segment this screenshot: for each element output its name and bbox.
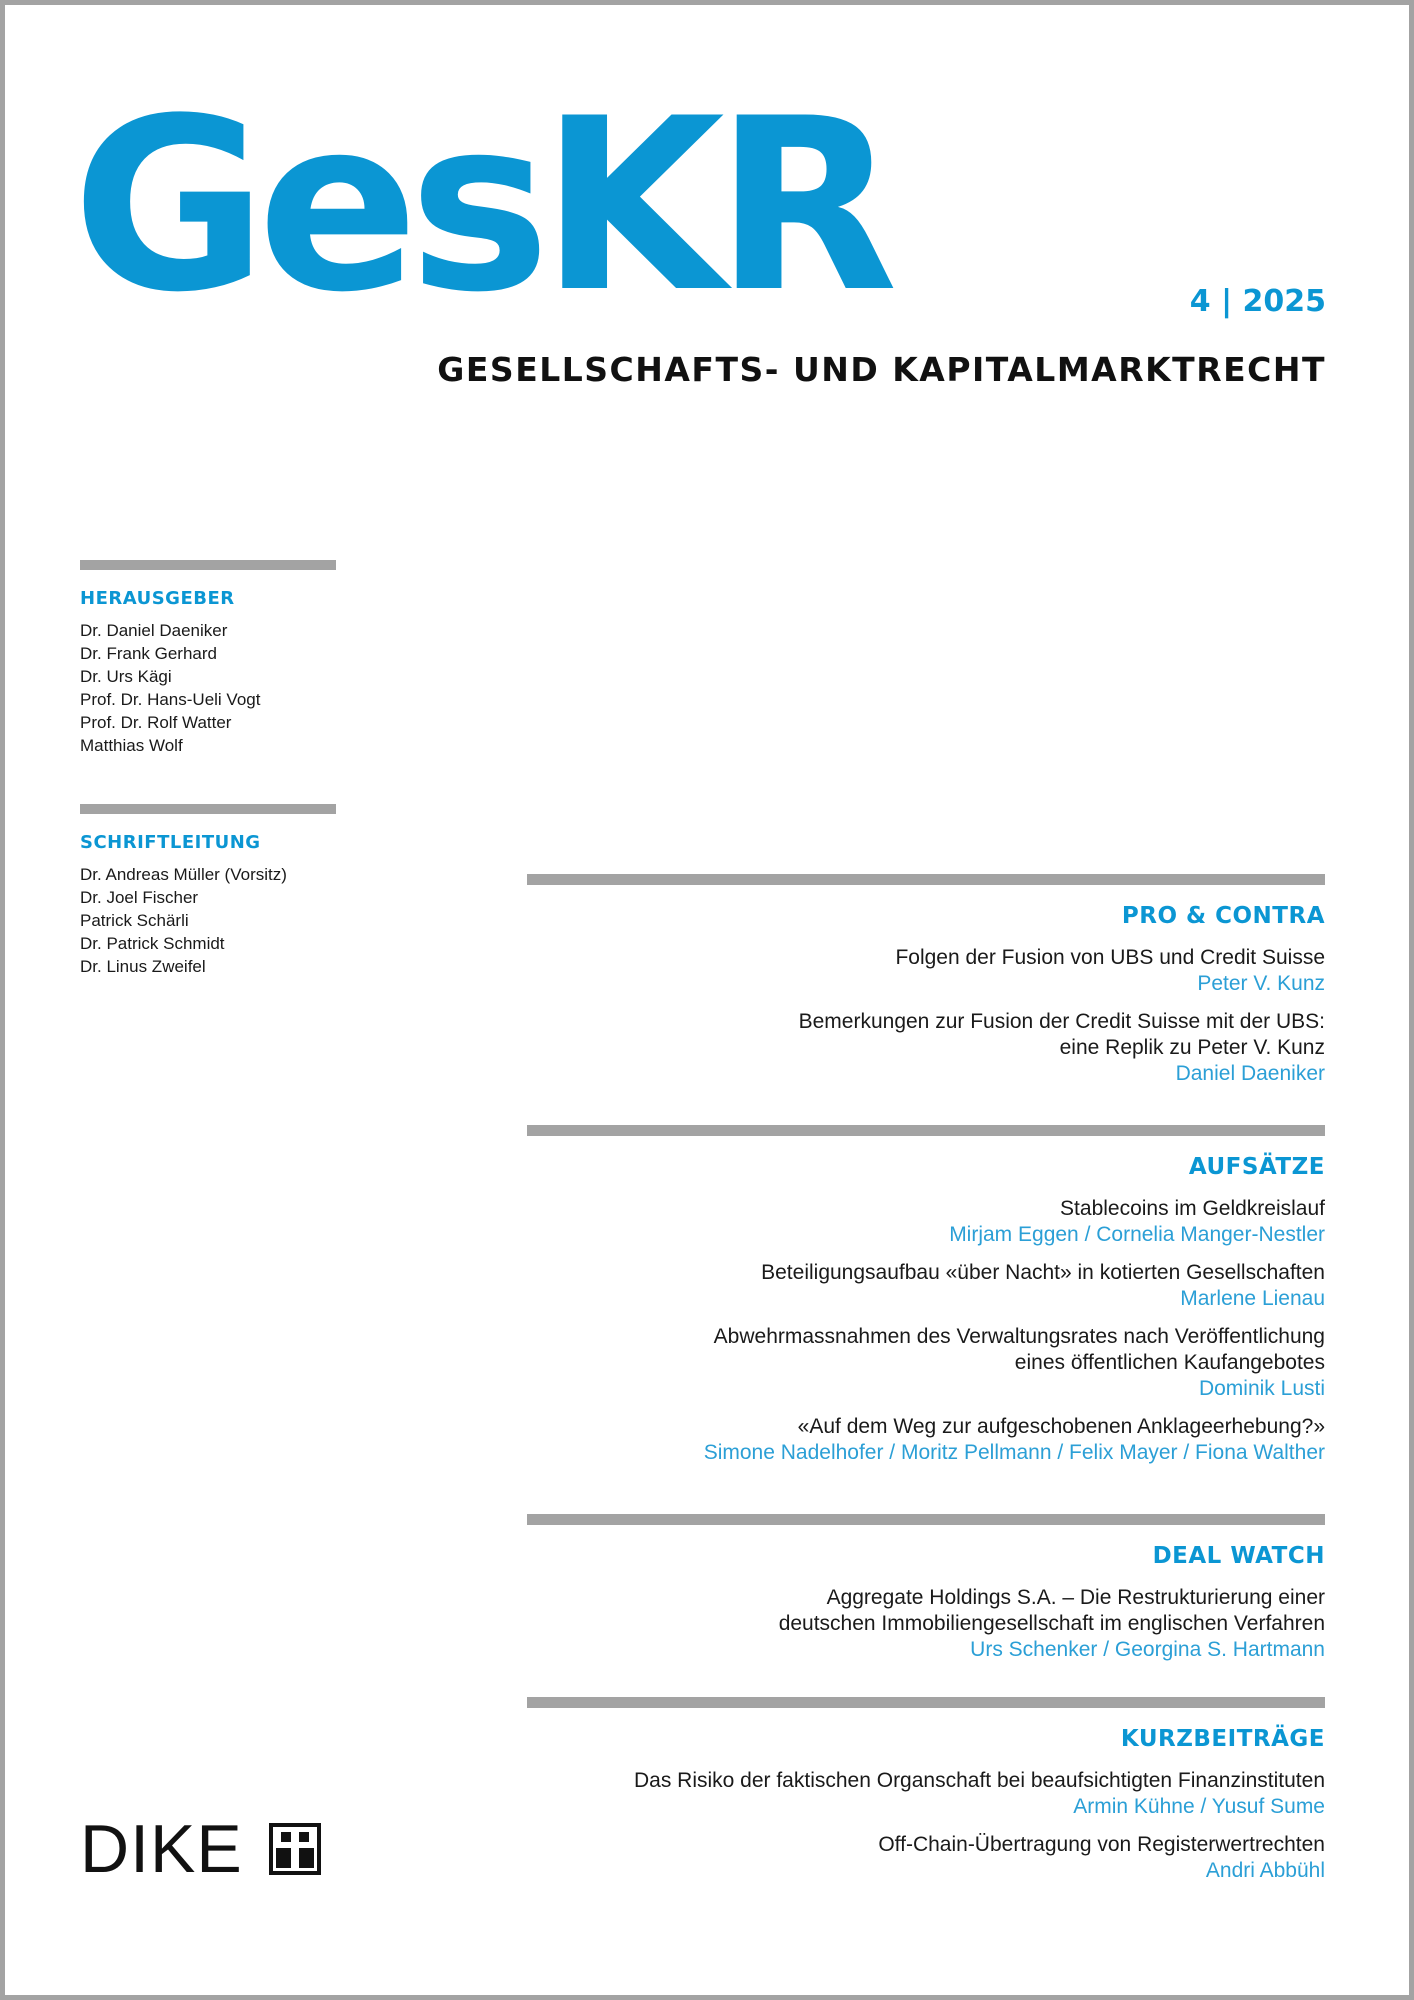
- article-title: Aggregate Holdings S.A. – Die Restrukturierung einer: [826, 1586, 1325, 1609]
- article-title: «Auf dem Weg zur aufgeschobenen Anklageerhebung?»: [797, 1415, 1325, 1438]
- managing-editor-name: Patrick Schärli: [80, 911, 189, 930]
- article-title: eines öffentlichen Kaufangebotes: [1014, 1351, 1325, 1374]
- section-deal-watch: [527, 1514, 1325, 1663]
- article-authors: Dominik Lusti: [1198, 1377, 1325, 1400]
- section-title: KURZBEITRÄGE: [1120, 1726, 1325, 1752]
- article-title: Folgen der Fusion von UBS und Credit Suisse: [895, 946, 1325, 969]
- article-authors: Armin Kühne / Yusuf Sume: [1073, 1795, 1325, 1818]
- issue-number: 4 | 2025: [1189, 284, 1326, 319]
- article-entry: [527, 1009, 1325, 1087]
- article-title: Abwehrmassnahmen des Verwaltungsrates nach Veröffentlichung: [713, 1325, 1325, 1348]
- section-title: AUFSÄTZE: [1188, 1154, 1325, 1180]
- article-authors: Urs Schenker / Georgina S. Hartmann: [970, 1638, 1325, 1661]
- article-authors: Daniel Daeniker: [1175, 1062, 1325, 1085]
- section-divider: [527, 1697, 1325, 1708]
- article-title: deutschen Immobiliengesellschaft im englischen Verfahren: [778, 1612, 1325, 1635]
- article-entry: [527, 1768, 1325, 1820]
- schriftleitung-list: [80, 863, 336, 978]
- section-kurzbeitraege: [527, 1697, 1325, 1884]
- article-authors: Mirjam Eggen / Cornelia Manger-Nestler: [949, 1223, 1325, 1246]
- journal-logo: GesKR: [72, 68, 889, 345]
- section-divider: [527, 1125, 1325, 1136]
- managing-editor-name: Dr. Joel Fischer: [80, 888, 199, 907]
- article-title: Bemerkungen zur Fusion der Credit Suisse mit der UBS:: [798, 1010, 1325, 1033]
- herausgeber-block: [80, 560, 336, 757]
- schriftleitung-heading: SCHRIFTLEITUNG: [80, 832, 261, 853]
- herausgeber-heading: HERAUSGEBER: [80, 588, 235, 609]
- section-divider: [527, 1514, 1325, 1525]
- article-authors: Marlene Lienau: [1180, 1287, 1325, 1310]
- herausgeber-list: [80, 619, 336, 757]
- publisher-logo: [80, 1811, 321, 1887]
- editor-name: Prof. Dr. Rolf Watter: [80, 713, 232, 732]
- section-divider: [527, 874, 1325, 885]
- article-entry: [527, 1585, 1325, 1663]
- article-title: Beteiligungsaufbau «über Nacht» in kotierten Gesellschaften: [761, 1261, 1325, 1284]
- managing-editor-name: Dr. Andreas Müller (Vorsitz): [80, 865, 287, 884]
- dike-publisher-mark-icon: [269, 1823, 321, 1875]
- editor-name: Dr. Daniel Daeniker: [80, 621, 228, 640]
- article-entry: [527, 945, 1325, 997]
- article-entry: [527, 1196, 1325, 1248]
- editor-name: Dr. Urs Kägi: [80, 667, 172, 686]
- schriftleitung-block: [80, 804, 336, 978]
- article-authors: Andri Abbühl: [1205, 1859, 1325, 1882]
- divider: [80, 804, 336, 814]
- editor-name: Prof. Dr. Hans-Ueli Vogt: [80, 690, 261, 709]
- journal-subtitle: GESELLSCHAFTS- UND KAPITALMARKTRECHT: [437, 350, 1326, 389]
- article-authors: Simone Nadelhofer / Moritz Pellmann / Felix Mayer / Fiona Walther: [703, 1441, 1325, 1464]
- article-title: Das Risiko der faktischen Organschaft bei beaufsichtigten Finanzinstituten: [633, 1769, 1325, 1792]
- editor-name: Dr. Frank Gerhard: [80, 644, 217, 663]
- article-entry: [527, 1324, 1325, 1402]
- article-title: eine Replik zu Peter V. Kunz: [1059, 1036, 1325, 1059]
- publisher-name: DIKE: [80, 1811, 243, 1887]
- article-title: Stablecoins im Geldkreislauf: [1060, 1197, 1325, 1220]
- section-title: PRO & CONTRA: [1121, 903, 1325, 929]
- article-entry: [527, 1832, 1325, 1884]
- managing-editor-name: Dr. Patrick Schmidt: [80, 934, 225, 953]
- article-entry: [527, 1414, 1325, 1466]
- article-entry: [527, 1260, 1325, 1312]
- section-title: DEAL WATCH: [1152, 1543, 1325, 1569]
- section-pro-contra: [527, 874, 1325, 1087]
- managing-editor-name: Dr. Linus Zweifel: [80, 957, 206, 976]
- article-authors: Peter V. Kunz: [1197, 972, 1325, 995]
- editor-name: Matthias Wolf: [80, 736, 183, 755]
- section-aufsaetze: [527, 1125, 1325, 1466]
- article-title: Off-Chain-Übertragung von Registerwertrechten: [878, 1833, 1325, 1856]
- divider: [80, 560, 336, 570]
